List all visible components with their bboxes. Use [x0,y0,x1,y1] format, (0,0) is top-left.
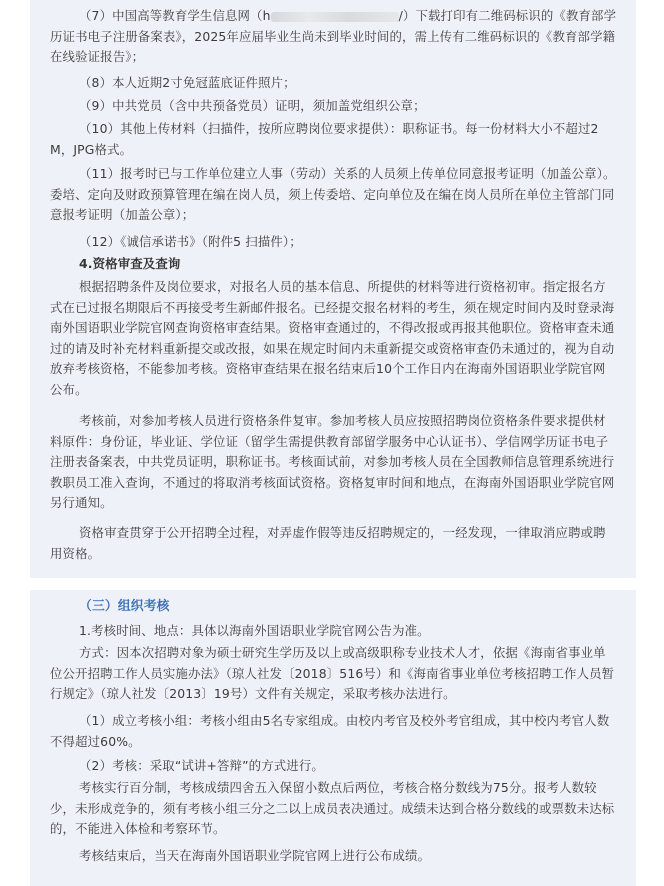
section-3-paragraph-5: 考核实行百分制，考核成绩四舍五入保留小数点后两位，考核合格分数线为75分。报考人数较少，未形成竞争的，须有考核小组三分之二以上成员表决通过。成绩未达到合格分数线的或票数未达标的，不能进入体检和考察环节。 [50,780,615,837]
section-3-paragraph-4: （2）考核：采取“试讲+答辩”的方式进行。 [79,758,324,773]
item-9: （9）中共党员（含中共预备党员）证明，须加盖党组织公章； [79,98,426,113]
item-10: （10）其他上传材料（扫描件，按所应聘岗位要求提供）：职称证书。每一份材料大小不超过2M，JPG格式。 [50,121,599,157]
section-3-paragraph-3: （1）成立考核小组：考核小组由5名专家组成。由校内考官及校外考官组成，其中校内考官人数不得超过60%。 [50,713,610,749]
section-4-paragraph-2: 考核前，对参加考核人员进行资格条件复审。参加考核人员应按照招聘岗位资格条件要求提供材料原件：身份证，毕业证、学位证（留学生需提供教育部留学服务中心认证书）、学信网学历证书电子注册表备案表，中共党员证明，职称证书。考核面试前，对参加考核人员在全国教师信息管理系统进行教职员工准入查询，不通过的将取消考核面试资格。资格复审时间和地点，在海南外国语职业学院官网另行通知。 [50,413,615,511]
section-3-paragraph-2: 方式：因本次招聘对象为硕士研究生学历及以上或高级职称专业技术人才，依据《海南省事业单位公开招聘工作人员实施办法》（琼人社发〔2018〕516号）和《海南省事业单位考核招聘工作人员暂行规定》（琼人社发〔2013〕19号）文件有关规定，采取考核办法进行。 [50,645,615,702]
item-12: （12）《诚信承诺书》（附件5 扫描件）； [79,234,302,249]
section-3-paragraph-6: 考核结束后，当天在海南外国语职业学院官网上进行公布成绩。 [79,848,431,863]
section-3-paragraph-1: 1.考核时间、地点：具体以海南外国语职业学院官网公告为准。 [79,623,430,638]
redacted-url [271,12,399,22]
item-7: （7）中国高等教育学生信息网（h /）下载打印有二维码标识的《教育部学历证书电子注册备案表》，2025年应届毕业生尚未到毕业时间的，需上传有二维码标识的《教育部学籍在线验证报告》； [50,8,617,65]
section-4-paragraph-1: 根据招聘条件及岗位要求，对报名人员的基本信息、所提供的材料等进行资格初审。指定报名方式在已过报名期限后不再接受考生新邮件报名。已经提交报名材料的考生，须在规定时间内及时登录海南外国语职业学院官网查询资格审查结果。资格审查通过的，不得改报或再报其他职位。资格审查未通过的请及时补充材料重新提交或改报，如果在规定时间内未重新提交或资格审查仍未通过的，视为自动放弃考核资格，不能参加考核。资格审查结果在报名结束后10个工作日内在海南外国语职业学院官网公布。 [50,279,615,397]
section-4-title: 4.资格审查及查询 [79,256,181,271]
item-11: （11）报考时已与工作单位建立人事（劳动）关系的人员须上传单位同意报考证明（加盖公章）。委培、定向及财政预算管理在编在岗人员，须上传委培、定向单位及在编在岗人员所在单位主管部门同意报考证明（加盖公章）； [50,166,616,223]
section-4-paragraph-3: 资格审查贯穿于公开招聘全过程，对弄虚作假等违反招聘规定的，一经发现，一律取消应聘或聘用资格。 [50,525,606,561]
section-3-title: （三）组织考核 [79,599,170,614]
item-8: （8）本人近期2寸免冠蓝底证件照片； [79,75,296,90]
